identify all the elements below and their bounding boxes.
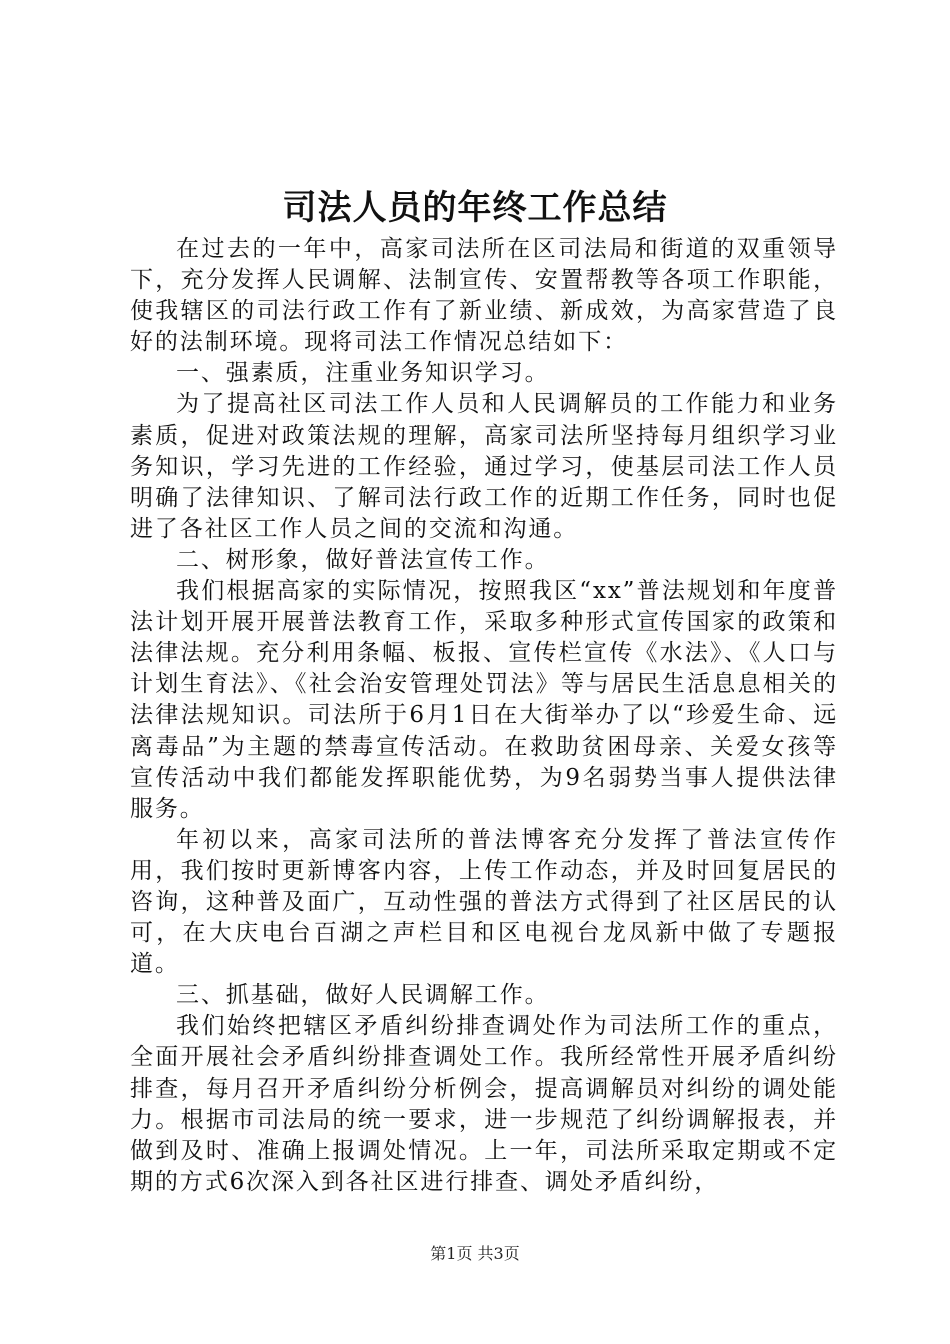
page-number-footer: 第1页 共3页 [430, 1244, 520, 1263]
paragraph-study: 为了提高社区司法工作人员和人民调解员的工作能力和业务素质，促进对政策法规的理解，高家司法所坚持每月组织学习业务知识，学习先进的工作经验，通过学习，使基层司法工作人员明确了法律知识、了解司法行政工作的近期工作任务，同时也促进了各社区工作人员之间的交流和沟通。 [130, 391, 838, 542]
section-heading-2: 二、树形象，做好普法宣传工作。 [176, 546, 550, 573]
paragraph-intro: 在过去的一年中，高家司法所在区司法局和街道的双重领导下，充分发挥人民调解、法制宣传、安置帮教等各项工作职能，使我辖区的司法行政工作有了新业绩、新成效，为高家营造了良好的法制环境。现将司法工作情况总结如下： [130, 236, 838, 356]
paragraph-publicity: 我们根据高家的实际情况，按照我区“xx”普法规划和年度普法计划开展开展普法教育工作，采取多种形式宣传国家的政策和法律法规。充分利用条幅、板报、宣传栏宣传《水法》、《人口与计划生育法》、《社会治安管理处罚法》等与居民生活息息相关的法律法规知识。司法所于6月1日在大街举办了以“珍爱生命、远离毒品”为主题的禁毒宣传活动。在救助贫困母亲、关爱女孩等宣传活动中我们都能发挥职能优势，为9名弱势当事人提供法律服务。 [130, 578, 838, 822]
document-title: 司法人员的年终工作总结 [282, 188, 668, 228]
paragraph-blog: 年初以来，高家司法所的普法博客充分发挥了普法宣传作用，我们按时更新博客内容，上传工作动态，并及时回复居民的咨询，这种普及面广，互动性强的普法方式得到了社区居民的认可，在大庆电台百湖之声栏目和区电视台龙凤新中做了专题报道。 [130, 826, 838, 978]
section-heading-1: 一、强素质，注重业务知识学习。 [176, 360, 550, 387]
document-body [130, 234, 838, 1198]
section-heading-3: 三、抓基础，做好人民调解工作。 [176, 982, 550, 1009]
paragraph-mediation: 我们始终把辖区矛盾纠纷排查调处作为司法所工作的重点，全面开展社会矛盾纠纷排查调处工作。我所经常性开展矛盾纠纷排查，每月召开矛盾纠纷分析例会，提高调解员对纠纷的调处能力。根据市司法局的统一要求，进一步规范了纠纷调解报表，并做到及时、准确上报调处情况。上一年，司法所采取定期或不定期的方式6次深入到各社区进行排查、调处矛盾纠纷， [130, 1013, 838, 1195]
